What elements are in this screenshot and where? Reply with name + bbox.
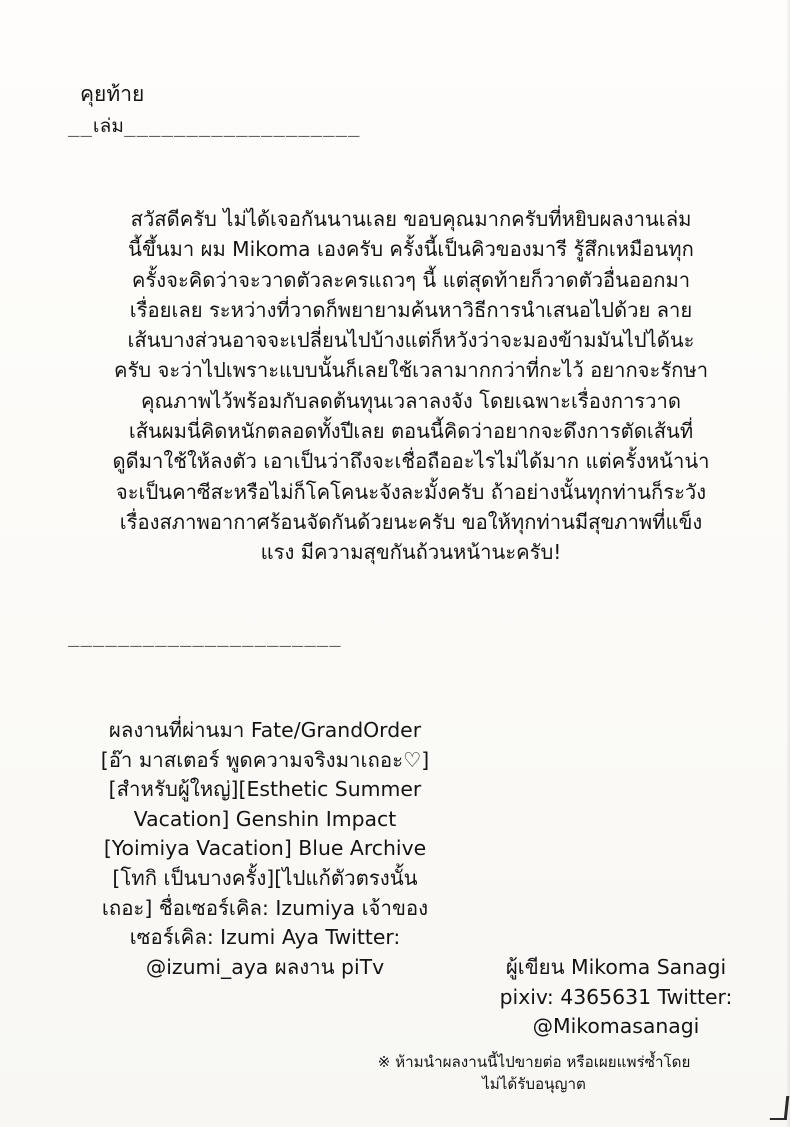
volume-rule-prefix: __ — [68, 115, 93, 137]
volume-rule — [68, 113, 361, 139]
previous-works-block: ผลงานที่ผ่านมา Fate/GrandOrder [อ๊า มาสเตอร์ พูดความจริงมาเถอะ♡] [สำหรับผู้ใหญ่][Esthetic Summer Vacation] Genshin Impact [Yoimiya Vacation] Blue Archive [โทกิ เป็นบางครั้ง][ไปแก้ตัวตรงนั้น เถอะ] ชื่อเซอร์เคิล: Izumiya เจ้าของ เซอร์เคิล: Izumi Aya Twitter: @izumi_aya ผลงาน piTv — [100, 718, 430, 979]
copyright-notice: ※ ห้ามนำผลงานนี้ไปขายต่อ หรือเผยแพร่ซ้ำโดย ไม่ได้รับอนุญาต — [377, 1053, 691, 1093]
page-corner-mark — [770, 1096, 790, 1120]
bottom-divider: ______________________ — [68, 625, 342, 647]
volume-rule-dashes: ___________________ — [124, 115, 361, 137]
afterword-message: สวัสดีครับ ไม่ได้เจอกันนานเลย ขอบคุณมากครับที่หยิบผลงานเล่ม นี้ขึ้นมา ผม Mikoma เองครับ ครั้งนี้เป็นคิวของมารี รู้สึกเหมือนทุก ครั้งจะคิดว่าจะวาดตัวละครแถวๆ นี้ แต่สุดท้ายก็วาดตัวอื่นออกมา เรื่อยเลย ระหว่างที่วาดก็พยายามค้นหาวิธีการนำเสนอไปด้วย ลาย เส้นบางส่วนอาจจะเปลี่ยนไปบ้างแต่ก็หวังว่าจะมองข้ามมันไปได้นะ ครับ จะว่าไปเพราะแบบนั้นก็เลยใช้เวลามากกว่าที่กะไว้ อยากจะรักษา คุณภาพไว้พร้อมกับลดต้นทุนเวลาลงจัง โดยเฉพาะเรื่องการวาด เส้นผมนี่คิดหนักตลอดทั้งปีเลย ตอนนี้คิดว่าอยากจะดึงการตัดเส้นที่ ดูดีมาใช้ให้ลงตัว เอาเป็นว่าถึงจะเชื่อถืออะไรไม่ได้มาก แต่ครั้งหน้าน่า จะเป็นคาซีสะหรือไม่ก็โคโคนะจังละมั้งครับ ถ้าอย่างนั้นทุกท่านก็ระวัง เรื่องสภาพอากาศร้อนจัดกันด้วยนะครับ ขอให้ทุกท่านมีสุขภาพที่แข็ง แรง มีความสุขกันถ้วนหน้านะครับ! — [112, 207, 710, 565]
afterword-title: คุยท้าย — [80, 82, 145, 106]
page-edge-shadow — [786, 0, 790, 1127]
volume-label: เล่ม — [92, 115, 125, 137]
author-info-block: ผู้เขียน Mikoma Sanagi pixiv: 4365631 Twitter: @Mikomasanagi — [499, 955, 733, 1039]
